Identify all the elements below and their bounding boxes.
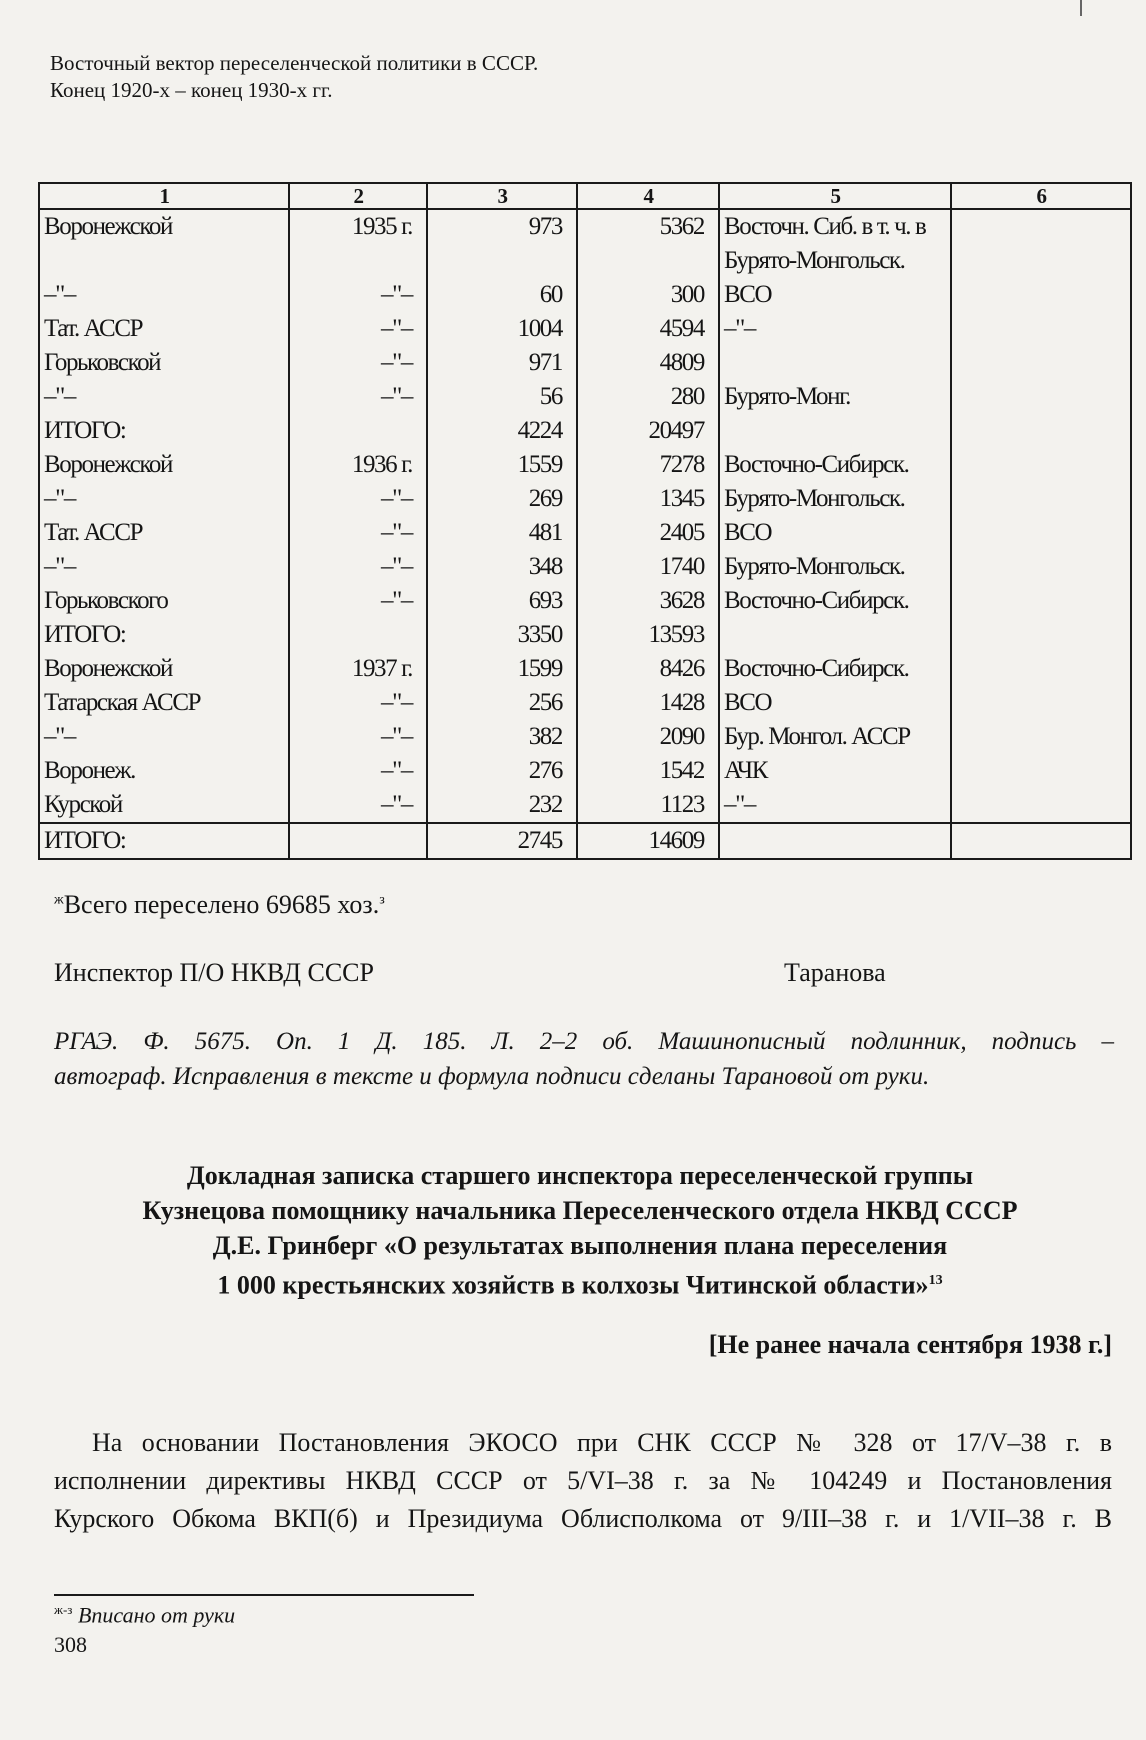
table-row — [39, 380, 1131, 414]
table-cell: 13593 — [577, 618, 719, 652]
table-cell: ИТОГО: — [39, 618, 289, 652]
table-cell — [577, 244, 719, 278]
table-cell — [951, 686, 1131, 720]
table-cell: 269 — [427, 482, 577, 516]
table-cell — [951, 550, 1131, 584]
table-cell: 1123 — [577, 788, 719, 823]
note-mark: з — [379, 892, 385, 908]
source-line-1: РГАЭ. Ф. 5675. Оп. 1 Д. 185. Л. 2–2 об. Машинописный подлинник, подпись – — [54, 1028, 1114, 1055]
table-cell — [289, 414, 427, 448]
signatory-position: Инспектор П/О НКВД СССР — [54, 958, 374, 987]
table-cell — [951, 209, 1131, 244]
table-cell: Бурято-Монгольск. — [719, 550, 951, 584]
table-cell: 4224 — [427, 414, 577, 448]
table-cell: –"– — [39, 278, 289, 312]
table-cell: –"– — [719, 788, 951, 823]
table-header-row — [39, 183, 1131, 209]
table-cell: 14609 — [577, 823, 719, 859]
running-head — [50, 50, 538, 104]
footnote-ref: 13 — [928, 1273, 943, 1288]
table-cell — [951, 788, 1131, 823]
table-row — [39, 209, 1131, 244]
page-edge-mark — [1080, 0, 1082, 16]
page-number: 308 — [54, 1632, 87, 1657]
table-cell — [289, 618, 427, 652]
table-cell: 5362 — [577, 209, 719, 244]
table-cell: –"– — [289, 550, 427, 584]
title-line-1: Докладная записка старшего инспектора переселенческой группы — [186, 1161, 974, 1190]
table-cell: 693 — [427, 584, 577, 618]
table-cell: Восточно-Сибирск. — [719, 448, 951, 482]
table-cell: 2405 — [577, 516, 719, 550]
table-row — [39, 788, 1131, 823]
table-cell: Курской — [39, 788, 289, 823]
table-row — [39, 720, 1131, 754]
resettlement-table — [38, 182, 1132, 860]
table-cell: 971 — [427, 346, 577, 380]
table-cell: ВСО — [719, 278, 951, 312]
total-resettled-text: Всего переселено 69685 хоз. — [63, 890, 380, 919]
table-cell: 1542 — [577, 754, 719, 788]
table-cell: –"– — [289, 312, 427, 346]
table-cell: 60 — [427, 278, 577, 312]
running-head-line-2: Конец 1920-х – конец 1930-х гг. — [50, 78, 333, 102]
table-cell — [951, 618, 1131, 652]
table-cell — [719, 414, 951, 448]
table-cell: –"– — [39, 482, 289, 516]
table-row — [39, 652, 1131, 686]
column-header: 3 — [427, 183, 577, 209]
table-row — [39, 618, 1131, 652]
footnote-text: Вписано от руки — [77, 1602, 236, 1628]
table-cell: 232 — [427, 788, 577, 823]
table-cell: 7278 — [577, 448, 719, 482]
table-cell: –"– — [289, 346, 427, 380]
table-cell: Восточно-Сибирск. — [719, 652, 951, 686]
table-cell: ИТОГО: — [39, 414, 289, 448]
table-cell: 1936 г. — [289, 448, 427, 482]
table-row — [39, 516, 1131, 550]
table-cell: Бурято-Монг. — [719, 380, 951, 414]
table-cell: 8426 — [577, 652, 719, 686]
table-cell: 1428 — [577, 686, 719, 720]
table-cell: АЧК — [719, 754, 951, 788]
table-row — [39, 346, 1131, 380]
table-total-row — [39, 823, 1131, 859]
table-row — [39, 482, 1131, 516]
table-cell: Воронежской — [39, 448, 289, 482]
column-header: 1 — [39, 183, 289, 209]
table-cell — [719, 346, 951, 380]
table-cell: ИТОГО: — [39, 823, 289, 859]
date-note: [Не ранее начала сентября 1938 г.] — [708, 1330, 1112, 1359]
table-cell — [951, 584, 1131, 618]
table-cell: 1599 — [427, 652, 577, 686]
table-row — [39, 686, 1131, 720]
signatory-name: Таранова — [784, 958, 886, 987]
source-line-2: автограф. Исправления в тексте и формула подписи сделаны Тарановой от руки. — [54, 1063, 930, 1090]
table-cell: 1740 — [577, 550, 719, 584]
table-cell — [951, 346, 1131, 380]
table-cell: 3628 — [577, 584, 719, 618]
table-cell — [951, 823, 1131, 859]
table-cell: –"– — [289, 788, 427, 823]
table-row — [39, 414, 1131, 448]
table-row — [39, 754, 1131, 788]
table-row — [39, 550, 1131, 584]
table-cell: –"– — [289, 686, 427, 720]
title-line-3: Д.Е. Гринберг «О результатах выполнения плана переселения — [212, 1231, 948, 1260]
running-head-line-1: Восточный вектор переселенческой политики в СССР. — [50, 51, 539, 75]
body-line-1: На основании Постановления ЭКОСО при СНК СССР № 328 от 17/V–38 г. в — [92, 1428, 1112, 1457]
table-cell: –"– — [289, 720, 427, 754]
archival-source — [54, 1024, 1114, 1094]
footnote-mark: ж-з — [54, 1602, 73, 1617]
table-cell: 4594 — [577, 312, 719, 346]
table-cell: –"– — [39, 550, 289, 584]
footnote — [54, 1602, 235, 1628]
table-cell: 348 — [427, 550, 577, 584]
footnote-divider — [54, 1594, 474, 1596]
table-cell: 2745 — [427, 823, 577, 859]
table-cell — [951, 414, 1131, 448]
table-cell: –"– — [289, 482, 427, 516]
table-cell — [719, 823, 951, 859]
table-cell: –"– — [39, 380, 289, 414]
column-header: 6 — [951, 183, 1131, 209]
table-cell: 1345 — [577, 482, 719, 516]
table-cell: Горьковской — [39, 346, 289, 380]
table-cell — [951, 516, 1131, 550]
table-cell: –"– — [289, 380, 427, 414]
table-cell: –"– — [289, 584, 427, 618]
table-cell — [289, 823, 427, 859]
table-row — [39, 448, 1131, 482]
body-text — [54, 1424, 1112, 1538]
table-cell: Бур. Монгол. АССР — [719, 720, 951, 754]
table-cell: 276 — [427, 754, 577, 788]
table-cell — [951, 720, 1131, 754]
table-cell: Тат. АССР — [39, 312, 289, 346]
table-row — [39, 584, 1131, 618]
table-cell: ВСО — [719, 686, 951, 720]
table-cell: 481 — [427, 516, 577, 550]
table-cell — [951, 652, 1131, 686]
table-row — [39, 312, 1131, 346]
total-resettled-note — [54, 890, 385, 920]
table-cell: –"– — [289, 278, 427, 312]
table-cell: Татарская АССР — [39, 686, 289, 720]
table-row — [39, 244, 1131, 278]
table-cell: 20497 — [577, 414, 719, 448]
signature-line — [54, 958, 894, 988]
table-cell — [719, 618, 951, 652]
table-cell: Воронеж. — [39, 754, 289, 788]
column-header: 4 — [577, 183, 719, 209]
title-line-4: 1 000 крестьянских хозяйств в колхозы Читинской области» — [217, 1270, 929, 1300]
table-cell: ВСО — [719, 516, 951, 550]
note-mark: ж — [54, 892, 64, 908]
table-cell: 382 — [427, 720, 577, 754]
table-cell: Воронежской — [39, 209, 289, 244]
table-cell — [951, 312, 1131, 346]
table-cell — [951, 380, 1131, 414]
table-cell — [39, 244, 289, 278]
table-cell: –"– — [39, 720, 289, 754]
table-cell: Горьковского — [39, 584, 289, 618]
table-cell: 1004 — [427, 312, 577, 346]
table-cell: Бурято-Монгольск. — [719, 244, 951, 278]
table-cell — [951, 754, 1131, 788]
table-cell: 3350 — [427, 618, 577, 652]
body-line-2: исполнении директивы НКВД СССР от 5/VI–38 г. за № 104249 и Постановления — [54, 1466, 1112, 1495]
table-cell — [951, 278, 1131, 312]
table-cell: –"– — [289, 516, 427, 550]
table-cell: 1559 — [427, 448, 577, 482]
table-row — [39, 278, 1131, 312]
table-cell — [951, 448, 1131, 482]
table-cell — [427, 244, 577, 278]
table-cell: 2090 — [577, 720, 719, 754]
table-cell: Бурято-Монгольск. — [719, 482, 951, 516]
table-cell: 56 — [427, 380, 577, 414]
table-cell: 1935 г. — [289, 209, 427, 244]
body-line-3: Курского Обкома ВКП(б) и Президиума Облисполкома от 9/III–38 г. и 1/VII–38 г. В — [54, 1504, 1112, 1533]
table-cell: 256 — [427, 686, 577, 720]
column-header: 5 — [719, 183, 951, 209]
table-cell: Воронежской — [39, 652, 289, 686]
table-cell — [951, 244, 1131, 278]
table-cell — [289, 244, 427, 278]
table-cell: 280 — [577, 380, 719, 414]
table-cell: Восточно-Сибирск. — [719, 584, 951, 618]
table-cell: 300 — [577, 278, 719, 312]
table-cell: Тат. АССР — [39, 516, 289, 550]
table-cell: 973 — [427, 209, 577, 244]
document-title — [40, 1158, 1120, 1303]
table-cell: Восточн. Сиб. в т. ч. в — [719, 209, 951, 244]
title-line-2: Кузнецова помощнику начальника Переселенческого отдела НКВД СССР — [142, 1196, 1018, 1225]
column-header: 2 — [289, 183, 427, 209]
table-cell: 4809 — [577, 346, 719, 380]
table-cell: 1937 г. — [289, 652, 427, 686]
table-cell — [951, 482, 1131, 516]
table-cell: –"– — [719, 312, 951, 346]
table-cell: –"– — [289, 754, 427, 788]
